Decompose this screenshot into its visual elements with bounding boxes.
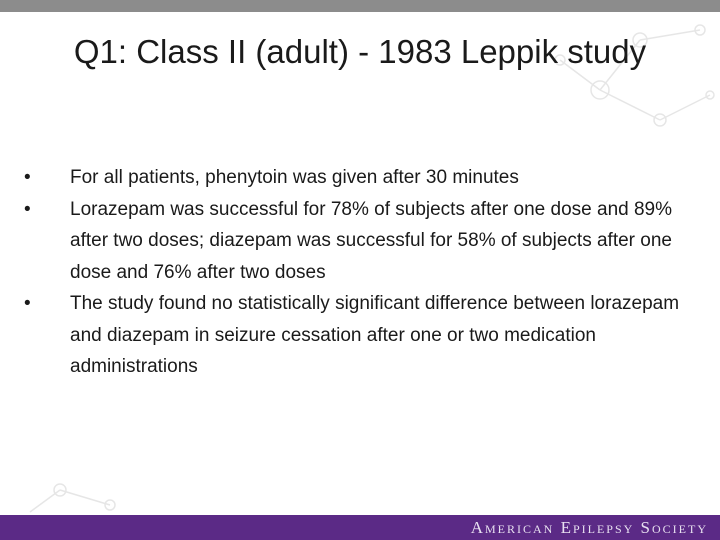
bullet-item bbox=[22, 194, 686, 289]
bullet-dot-icon: • bbox=[24, 167, 31, 188]
footer-bar bbox=[0, 515, 720, 540]
organization-name: American Epilepsy Society bbox=[470, 518, 708, 537]
bullet-list bbox=[22, 162, 686, 383]
bullet-dot-icon: • bbox=[24, 198, 31, 220]
bullet-text: The study found no statistically significant difference between lorazepam and diazepam in seizure cessation after one or two medication administrations bbox=[70, 293, 680, 377]
bullet-item bbox=[22, 288, 686, 383]
bullet-text: For all patients, phenytoin was given after 30 minutes bbox=[70, 167, 519, 188]
bullet-item bbox=[22, 162, 686, 194]
bullet-text: Lorazepam was successful for 78% of subjects after one dose and 89% after two doses; diazepam was successful for 58% of subjects after one dose and 76% after two doses bbox=[70, 198, 673, 283]
bullet-dot-icon: • bbox=[24, 293, 31, 314]
slide-title: Q1: Class II (adult) - 1983 Leppik study bbox=[73, 33, 647, 70]
